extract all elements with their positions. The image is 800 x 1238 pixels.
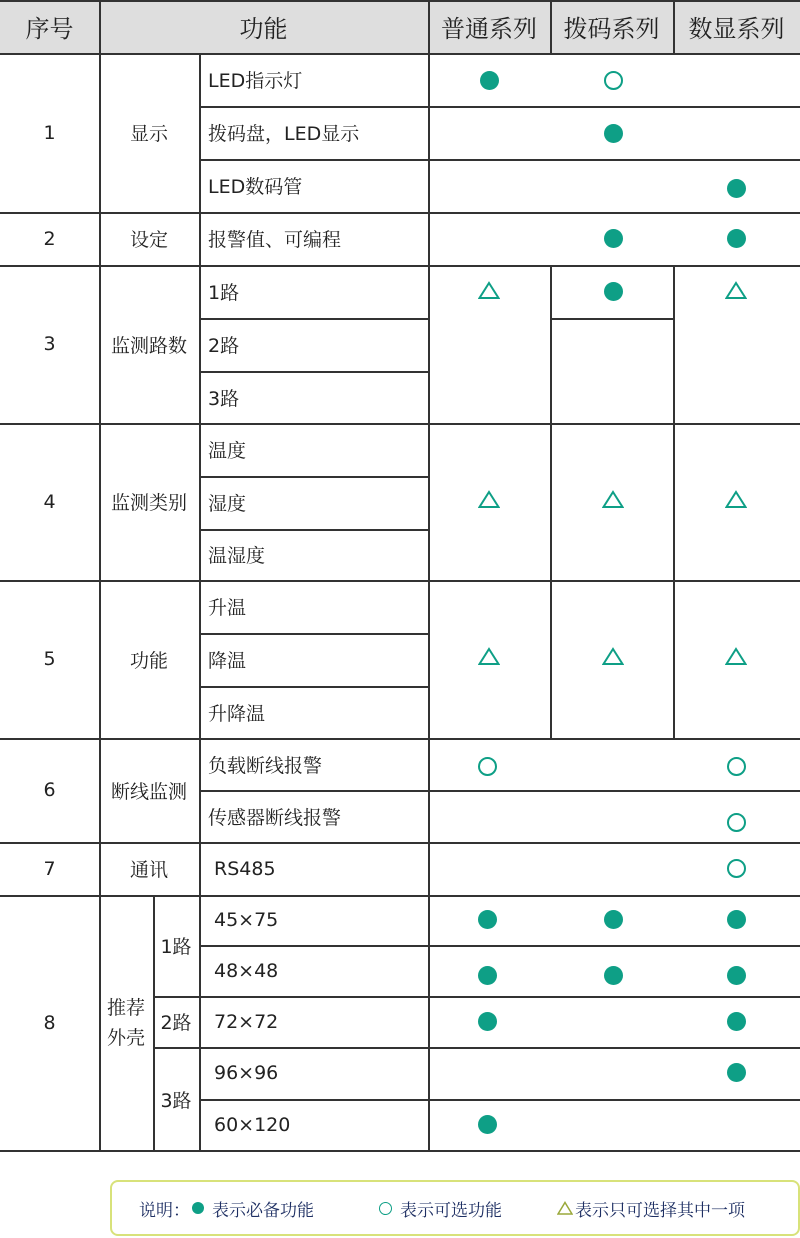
table-rule-h bbox=[199, 476, 428, 478]
item-cell: 2路 bbox=[208, 335, 240, 357]
triangle-icon bbox=[602, 647, 624, 666]
category-cell bbox=[99, 895, 153, 1151]
filled-dot-icon bbox=[727, 1012, 746, 1031]
table-rule-v bbox=[428, 0, 430, 1151]
header-function: 功能 bbox=[99, 0, 428, 53]
table-rule-h bbox=[153, 996, 800, 998]
item-cell: 48×48 bbox=[214, 959, 279, 982]
filled-dot-icon bbox=[604, 229, 623, 248]
seq-cell: 4 bbox=[43, 490, 56, 513]
table-rule-h bbox=[0, 53, 800, 55]
item-cell: 升温 bbox=[208, 597, 247, 619]
table-rule-h bbox=[0, 0, 800, 2]
table-rule-v bbox=[550, 265, 552, 738]
item-cell: 72×72 bbox=[214, 1010, 279, 1033]
legend-optional: 表示可选功能 bbox=[400, 1200, 502, 1221]
category-line: 推荐 bbox=[106, 997, 145, 1019]
seq-cell: 6 bbox=[43, 779, 56, 801]
filled-dot-icon bbox=[727, 1063, 746, 1082]
item-cell: 温度 bbox=[208, 440, 247, 462]
category-cell: 显示 bbox=[129, 123, 168, 145]
triangle-icon bbox=[602, 490, 624, 509]
item-cell: 温湿度 bbox=[208, 545, 266, 567]
filled-dot-icon bbox=[604, 124, 623, 143]
category-cell: 通讯 bbox=[129, 859, 168, 881]
table-rule-h bbox=[153, 1047, 800, 1049]
filled-dot-icon bbox=[480, 71, 499, 90]
filled-dot-icon bbox=[604, 282, 623, 301]
triangle-icon bbox=[725, 490, 747, 509]
table-rule-h bbox=[550, 318, 673, 320]
table-rule-h bbox=[0, 212, 800, 214]
filled-dot-icon bbox=[727, 966, 746, 985]
legend-box bbox=[110, 1180, 800, 1236]
table-rule-h bbox=[199, 686, 428, 688]
category-cell: 功能 bbox=[129, 649, 168, 672]
triangle-icon bbox=[725, 281, 747, 300]
seq-cell: 3 bbox=[43, 333, 56, 355]
filled-dot-icon bbox=[192, 1202, 204, 1214]
table-rule-h bbox=[0, 895, 800, 897]
filled-dot-icon bbox=[478, 1012, 497, 1031]
filled-dot-icon bbox=[727, 910, 746, 929]
filled-dot-icon bbox=[727, 229, 746, 248]
item-cell: 1路 bbox=[208, 282, 240, 304]
table-rule-h bbox=[199, 945, 800, 947]
table-rule-h bbox=[0, 842, 800, 844]
table-rule-h bbox=[0, 423, 800, 425]
item-cell: 60×120 bbox=[214, 1114, 291, 1136]
filled-dot-icon bbox=[478, 910, 497, 929]
item-cell: LED指示灯 bbox=[208, 70, 303, 92]
header-series-dial: 拨码系列 bbox=[550, 0, 673, 53]
triangle-icon bbox=[478, 647, 500, 666]
triangle-icon bbox=[557, 1201, 573, 1215]
table-rule-h bbox=[199, 318, 428, 320]
item-cell: LED数码管 bbox=[208, 176, 303, 198]
legend-required: 表示必备功能 bbox=[212, 1200, 314, 1221]
category-line: 外壳 bbox=[106, 1027, 145, 1049]
triangle-icon bbox=[478, 281, 500, 300]
table-rule-v bbox=[673, 265, 675, 738]
category-cell: 设定 bbox=[129, 229, 168, 251]
table-rule-h bbox=[0, 265, 800, 267]
table-rule-h bbox=[199, 790, 800, 792]
item-cell: 湿度 bbox=[208, 493, 247, 515]
item-cell: 45×75 bbox=[214, 909, 279, 931]
header-seq: 序号 bbox=[0, 0, 99, 53]
filled-dot-icon bbox=[478, 1115, 497, 1134]
header-series-digital: 数显系列 bbox=[673, 0, 800, 53]
filled-dot-icon bbox=[604, 966, 623, 985]
item-cell: 3路 bbox=[208, 387, 240, 410]
table-rule-h bbox=[199, 371, 428, 373]
table-rule-v bbox=[673, 0, 675, 53]
seq-cell: 5 bbox=[43, 648, 56, 670]
category-cell: 监测路数 bbox=[110, 334, 187, 357]
hollow-circle-icon bbox=[379, 1202, 392, 1215]
table-rule-h bbox=[199, 529, 428, 531]
item-cell: 96×96 bbox=[214, 1062, 279, 1084]
legend-prefix: 说明： bbox=[139, 1200, 190, 1221]
seq-cell: 1 bbox=[43, 121, 56, 144]
item-cell: 拨码盘，LED显示 bbox=[208, 123, 360, 145]
hollow-circle-icon bbox=[727, 813, 746, 832]
table-rule-h bbox=[199, 633, 428, 635]
table-rule-h bbox=[0, 580, 800, 582]
seq-cell: 2 bbox=[43, 227, 56, 250]
seq-cell: 7 bbox=[43, 857, 56, 880]
triangle-icon bbox=[725, 647, 747, 666]
table-rule-v bbox=[99, 0, 101, 1151]
item-cell: 降温 bbox=[208, 650, 247, 672]
item-cell: 升降温 bbox=[208, 702, 266, 725]
table-rule-v bbox=[153, 895, 155, 1151]
hollow-circle-icon bbox=[604, 71, 623, 90]
table-rule-h bbox=[199, 1099, 800, 1101]
table-rule-v bbox=[550, 0, 552, 53]
subgroup-cell: 2路 bbox=[160, 1012, 192, 1034]
item-cell: RS485 bbox=[214, 857, 276, 880]
legend-choose-one: 表示只可选择其中一项 bbox=[575, 1200, 745, 1221]
category-cell: 断线监测 bbox=[110, 780, 187, 803]
seq-cell: 8 bbox=[43, 1012, 56, 1034]
hollow-circle-icon bbox=[727, 757, 746, 776]
filled-dot-icon bbox=[604, 910, 623, 929]
header-series-normal: 普通系列 bbox=[428, 0, 550, 53]
triangle-icon bbox=[478, 490, 500, 509]
item-cell: 负载断线报警 bbox=[208, 754, 323, 777]
table-rule-h bbox=[0, 738, 800, 740]
subgroup-cell: 1路 bbox=[160, 936, 192, 958]
table-rule-h bbox=[199, 106, 800, 108]
hollow-circle-icon bbox=[727, 859, 746, 878]
filled-dot-icon bbox=[727, 179, 746, 198]
item-cell: 传感器断线报警 bbox=[208, 806, 342, 829]
filled-dot-icon bbox=[478, 966, 497, 985]
table-rule-h bbox=[0, 1150, 800, 1152]
item-cell: 报警值、可编程 bbox=[208, 229, 342, 251]
table-rule-v bbox=[199, 895, 201, 1151]
table-rule-h bbox=[199, 159, 800, 161]
category-cell: 监测类别 bbox=[110, 492, 187, 514]
hollow-circle-icon bbox=[478, 757, 497, 776]
subgroup-cell: 3路 bbox=[160, 1089, 192, 1112]
table-rule-v bbox=[199, 53, 201, 895]
